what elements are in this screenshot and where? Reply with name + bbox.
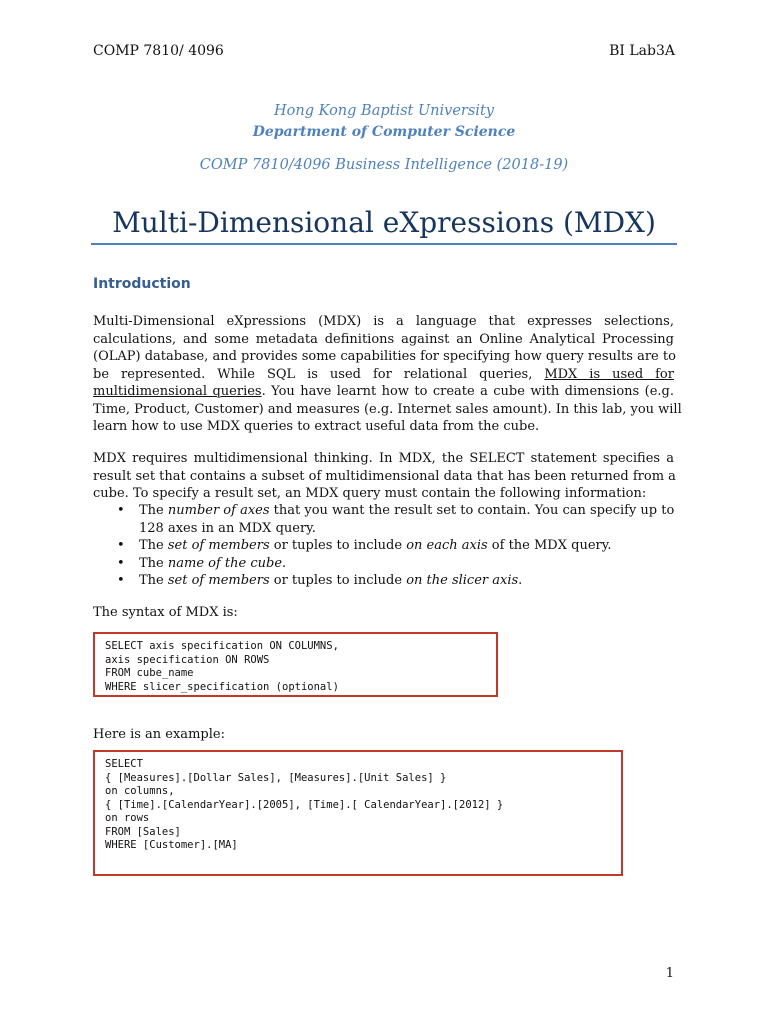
bullet-icon: •: [117, 503, 125, 518]
list-item: [93, 502, 675, 537]
intro-line: [93, 366, 674, 384]
page-number: 1: [665, 966, 674, 981]
list-item: [93, 572, 675, 590]
intro-line: calculations, and some metadata definitions against an Online Analytical Processing: [93, 331, 674, 347]
syntax-code-box: [93, 632, 498, 697]
item-emphasis: on the slicer axis: [406, 573, 519, 588]
university-name: Hong Kong Baptist University: [274, 103, 494, 119]
bullet-icon: •: [117, 538, 125, 553]
item-text: or tuples to include: [269, 538, 407, 553]
para-line: MDX requires multidimensional thinking. In MDX, the SELECT statement specifies a: [93, 451, 674, 466]
mdx-thinking-paragraph: [93, 450, 674, 503]
list-item: [93, 537, 675, 555]
para-line: result set that contains a subset of multidimensional data that has been returned from a: [93, 468, 676, 484]
intro-text: . You have learnt how to create a cube with dimensions (e.g.: [261, 384, 674, 399]
syntax-code: SELECT axis specification ON COLUMNS, axis specification ON ROWS FROM cube_name WHERE slicer_specification (optional): [105, 640, 339, 693]
item-emphasis: number of axes: [167, 503, 270, 518]
item-text: that you want the result set to contain. You can specify up to: [269, 503, 675, 518]
item-text: The: [139, 538, 168, 553]
example-code: SELECT { [Measures].[Dollar Sales], [Measures].[Unit Sales] } on columns, { [Time].[CalendarYear].[2005], [Time].[ CalendarYear].[2012] } on rows FROM [Sales] WHERE [Customer].[MA]: [105, 758, 504, 851]
mdx-underlined-text: multidimensional queries: [93, 384, 262, 399]
item-text: The: [139, 503, 168, 518]
intro-line: learn how to use MDX queries to extract useful data from the cube.: [93, 419, 540, 434]
item-text: .: [518, 573, 523, 588]
item-text: 128 axes in an MDX query.: [139, 520, 316, 536]
header-course-code: COMP 7810/ 4096: [93, 43, 224, 59]
intro-line: [93, 383, 674, 401]
requirements-list: [93, 502, 675, 590]
item-emphasis: name of the cube: [167, 555, 283, 571]
item-text: or tuples to include: [269, 573, 407, 588]
intro-text: be represented. While SQL is used for relational queries,: [93, 366, 545, 382]
item-emphasis: set of members: [167, 573, 270, 588]
bullet-icon: •: [117, 573, 125, 588]
para-line: cube. To specify a result set, an MDX query must contain the following information:: [93, 486, 647, 501]
item-text: The: [139, 573, 168, 588]
intro-line: Multi-Dimensional eXpressions (MDX) is a language that expresses selections,: [93, 314, 674, 329]
item-emphasis: set of members: [167, 538, 270, 553]
syntax-label: The syntax of MDX is:: [93, 605, 238, 620]
course-title: COMP 7810/4096 Business Intelligence (2018-19): [199, 157, 569, 173]
document-title: Multi-Dimensional eXpressions (MDX): [112, 206, 656, 239]
intro-line: (OLAP) database, and provides some capabilities for specifying how query results are to: [93, 349, 676, 364]
example-label: Here is an example:: [93, 727, 225, 742]
bullet-icon: •: [117, 555, 125, 571]
title-underline: [91, 243, 677, 245]
mdx-underlined-text: MDX is used for: [544, 366, 674, 382]
header-lab-label: BI Lab3A: [609, 43, 675, 59]
section-heading: Introduction: [93, 276, 191, 292]
item-text: of the MDX query.: [487, 538, 612, 553]
intro-paragraph: [93, 313, 682, 436]
list-item: [93, 555, 675, 573]
intro-line: Time, Product, Customer) and measures (e.g. Internet sales amount). In this lab, you will: [93, 401, 682, 417]
item-text: .: [282, 555, 287, 571]
item-text: The: [139, 555, 168, 571]
item-emphasis: on each axis: [406, 538, 488, 553]
department-name: Department of Computer Science: [252, 124, 516, 140]
example-code-box: [93, 750, 623, 876]
